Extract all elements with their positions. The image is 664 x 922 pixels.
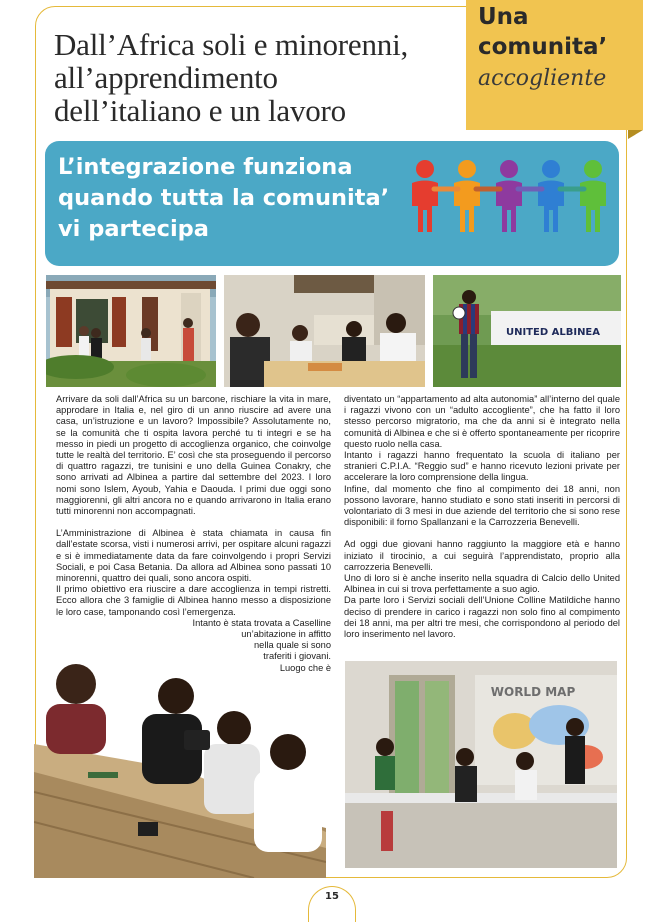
wrapped-line-5: Luogo che è bbox=[279, 662, 331, 673]
people-chain-icon bbox=[404, 156, 614, 236]
wrapped-line-3: nella quale si sono bbox=[253, 640, 331, 651]
wrapped-line-1: Intanto è stata trovata a Caselline bbox=[192, 617, 331, 628]
photo-football bbox=[433, 275, 621, 387]
paragraph-volunteering: Infine, dal momento che fino al compimento dei 18 anni, non possono lavorare, hanno studiato e sono stati inseriti in percorsi di volontariato di 3 mesi in due aziende del territorio che si sono rese disponibili: il forno Spallanzani e la Carrozzeria Benevelli. bbox=[344, 483, 620, 528]
article-headline bbox=[54, 28, 454, 127]
paragraph-intro: Arrivare da soli dall’Africa su un barcone, rischiare la vita in mare, approdare in Italia e, nel giro di un anno riuscire ad avere una casa, un’istruzione e un lavoro? Impossibile? Assolutamente no, se la comunità che ti ospita lavora perché tu ti integri e se ha messo in piedi un progetto di accoglienza organico, che coinvolge tutte le realtà del territorio. E’ così che sta proseguendo il percorso di quattro ragazzi, tre tunisini e uno della Guinea Conakry, che sono arrivati ad Albinea a partire dal settembre del 2023. I loro nomi sono Islem, Ayoub, Yahia e Daouda. I primi due oggi sono maggiorenni, gli altri ancora no e quando arrivarono in Italia erano tutti minorenni non accompagnati. bbox=[56, 394, 331, 517]
section-tag-fold bbox=[628, 130, 643, 139]
section-tag-title bbox=[478, 2, 607, 62]
wrapped-line-4: traferiti i giovani. bbox=[263, 651, 331, 662]
banner-title-line-2: quando tutta la comunita’ bbox=[58, 185, 390, 211]
paragraph-internship: Ad oggi due giovani hanno raggiunto la maggiore età e hanno iniziato il tirocinio, a cui seguirà l’apprendistato, proprio alla carrozzeria Benevelli. bbox=[344, 539, 620, 572]
paragraph-school: Intanto i ragazzi hanno frequentato la scuola di italiano per stranieri C.P.I.A. “Reggio sud” e hanno ricevuto lezioni private per accelerare la loro comprensione della lingua. bbox=[344, 450, 620, 483]
banner-title-line-3: vi partecipa bbox=[58, 216, 209, 242]
section-tag-subtitle: accogliente bbox=[478, 66, 607, 91]
photo-house bbox=[46, 275, 216, 387]
headline-line-3: dell’italiano e un lavoro bbox=[54, 93, 346, 128]
paragraph-first-goal: Il primo obiettivo era riuscire a dare accoglienza in tempi ristretti. Ecco allora che 3 famiglie di Albinea hanno messo a disposizione le loro case, tamponando così l’emergenza. bbox=[56, 584, 331, 617]
sign-text: UNITED ALBINEA bbox=[505, 327, 601, 338]
left-text-column bbox=[56, 394, 331, 674]
paragraph-administration: L’Amministrazione di Albinea è stata chiamata in causa fin dall’estate scorsa, visti i numerosi arrivi, per ospitare alcuni ragazzi e si è immediatamente data da fare coinvolgendo i propri Servizi Sociali, e poi Casa Betania. Da allora ad Albinea sono passati 10 minorenni, quattro dei quali, sono ancora ospiti. bbox=[56, 528, 331, 584]
person-figure-4 bbox=[538, 160, 564, 232]
section-tag-line-1: Una bbox=[478, 4, 529, 30]
banner-title bbox=[58, 152, 403, 245]
person-figure-2 bbox=[454, 160, 480, 232]
map-title: WORLD MAP bbox=[490, 685, 576, 699]
paragraph-apartment: diventato un “appartamento ad alta autonomia” all’interno del quale i ragazzi vivono con un “adulto accogliente”, che ha fatto il loro stesso percorso migratorio, ma che da anni si è integrato nella comunità di Albinea e che si è offerto spontaneamente per ricoprire questo ruolo nella casa. bbox=[344, 394, 620, 449]
photo-group-bench bbox=[34, 652, 326, 878]
photo-classroom bbox=[345, 661, 617, 868]
photo-kitchen bbox=[224, 275, 425, 387]
headline-line-1: Dall’Africa soli e minorenni, bbox=[54, 27, 409, 62]
paragraph-social-services: Da parte loro i Servizi sociali dell’Unione Colline Matildiche hanno deciso di prendere in carico i ragazzi non solo fino al compimento dei 18 anni, ma per altri tre mesi, che corrispondono al periodo del loro inserimento nel lavoro. bbox=[344, 595, 620, 640]
person-figure-1 bbox=[412, 160, 438, 232]
wrapped-line-2: un’abitazione in affitto bbox=[241, 629, 331, 640]
banner-title-line-1: L’integrazione funziona bbox=[58, 154, 353, 180]
right-text-column bbox=[344, 394, 620, 640]
section-tag-line-2: comunita’ bbox=[478, 34, 608, 60]
headline-line-2: all’apprendimento bbox=[54, 60, 278, 95]
person-figure-3 bbox=[496, 160, 522, 232]
page-number: 15 bbox=[325, 891, 339, 902]
person-figure-5 bbox=[580, 160, 606, 232]
paragraph-football: Uno di loro si è anche inserito nella squadra di Calcio dello United Albinea in cui si trova perfettamente a suo agio. bbox=[344, 573, 620, 595]
